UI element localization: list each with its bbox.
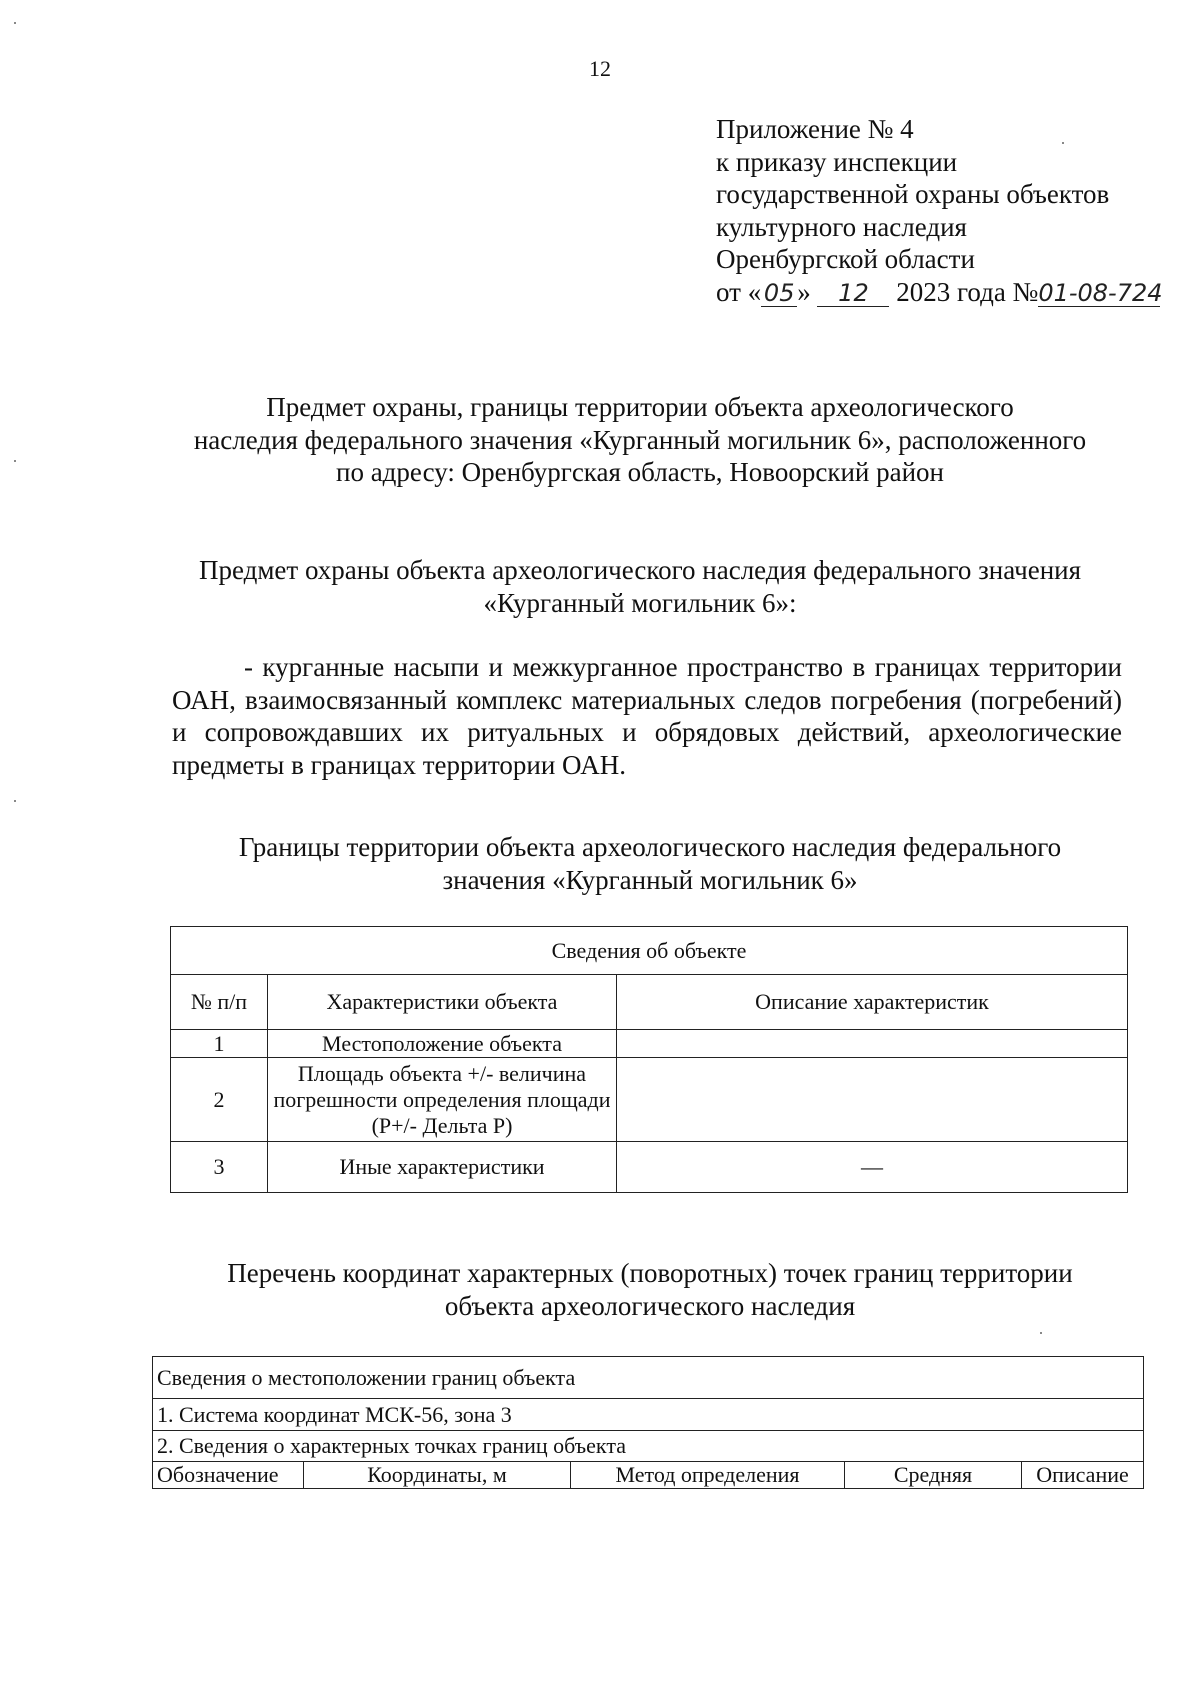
- title-line: Предмет охраны, границы территории объекта археологического: [266, 392, 1014, 422]
- row-desc: [617, 1058, 1128, 1142]
- header-coordinates: Координаты, м: [304, 1462, 571, 1489]
- table-row: [171, 1058, 1128, 1142]
- boundaries-heading: [160, 831, 1140, 896]
- heading-line: «Курганный могильник 6»:: [483, 587, 797, 618]
- row-desc: [617, 1030, 1128, 1058]
- title-line: по адресу: Оренбургская область, Новоорский район: [336, 457, 944, 487]
- table-caption: Сведения об объекте: [171, 927, 1128, 975]
- row-num: 1: [171, 1030, 268, 1058]
- coordinates-table: [152, 1356, 1144, 1489]
- coordinate-system-row: 1. Система координат МСК-56, зона 3: [153, 1399, 1144, 1431]
- header-description: Описание характеристик: [617, 975, 1128, 1030]
- location-info-row: Сведения о местоположении границ объекта: [153, 1357, 1144, 1399]
- heading-line: Границы территории объекта археологического наследия федерального: [238, 832, 1062, 862]
- row-name: Местоположение объекта: [268, 1030, 617, 1058]
- scan-speck: [14, 22, 16, 24]
- row-desc: —: [617, 1142, 1128, 1193]
- date-mid: »: [797, 276, 811, 307]
- table-row: [171, 1142, 1128, 1193]
- coordinates-heading: [150, 1257, 1150, 1322]
- heading-line: Предмет охраны объекта археологического наследия федерального значения: [198, 555, 1082, 585]
- page-number: 12: [589, 56, 611, 81]
- heading-line: Перечень координат характерных (поворотных) точек границ территории: [227, 1258, 1073, 1288]
- title-line: наследия федерального значения «Курганный могильник 6», расположенного: [193, 424, 1087, 455]
- handwritten-month: 12: [817, 280, 889, 307]
- header-characteristics: Характеристики объекта: [268, 975, 617, 1030]
- header-description: Описание: [1022, 1462, 1144, 1489]
- date-prefix: от «: [716, 276, 762, 307]
- appendix-line: к приказу инспекции: [716, 146, 958, 177]
- appendix-header: [716, 113, 1163, 308]
- appendix-line: культурного наследия: [716, 211, 967, 242]
- appendix-date-line: [716, 276, 1163, 309]
- date-year: 2023 года №: [896, 276, 1039, 307]
- scan-speck: [1040, 1332, 1042, 1334]
- header-num: № п/п: [171, 975, 268, 1030]
- row-name: Иные характеристики: [268, 1142, 617, 1193]
- appendix-line: Приложение № 4: [716, 114, 914, 144]
- table-row: [171, 1030, 1128, 1058]
- heading-line: объекта археологического наследия: [444, 1290, 856, 1321]
- header-designation: Обозначение: [153, 1462, 304, 1489]
- points-info-row: 2. Сведения о характерных точках границ объекта: [153, 1431, 1144, 1462]
- row-name: Площадь объекта +/- величина погрешности определения площади (Р+/- Дельта Р): [268, 1058, 617, 1142]
- row-num: 2: [171, 1058, 268, 1142]
- heading-line: значения «Курганный могильник 6»: [442, 864, 858, 895]
- header-average: Средняя: [845, 1462, 1022, 1489]
- protection-subject-text: - курганные насыпи и межкурганное пространство в границах территории ОАН, взаимосвязанный комплекс материальных следов погребения (погребений) и сопровождавших их ритуальных и обрядовых действий, археологические предметы в границах территории ОАН.: [172, 652, 1122, 780]
- scan-speck: [1062, 142, 1064, 144]
- row-num: 3: [171, 1142, 268, 1193]
- object-info-table: [170, 926, 1128, 1193]
- handwritten-order-number: 01-08-724: [1038, 278, 1163, 307]
- appendix-line: Оренбургской области: [716, 244, 975, 274]
- header-method: Метод определения: [571, 1462, 845, 1489]
- protection-subject-heading: [150, 554, 1130, 619]
- document-title: [150, 391, 1130, 489]
- scan-speck: [14, 460, 16, 462]
- appendix-line: государственной охраны объектов: [716, 179, 1110, 209]
- handwritten-day: 05: [761, 280, 797, 307]
- scan-speck: [14, 800, 16, 802]
